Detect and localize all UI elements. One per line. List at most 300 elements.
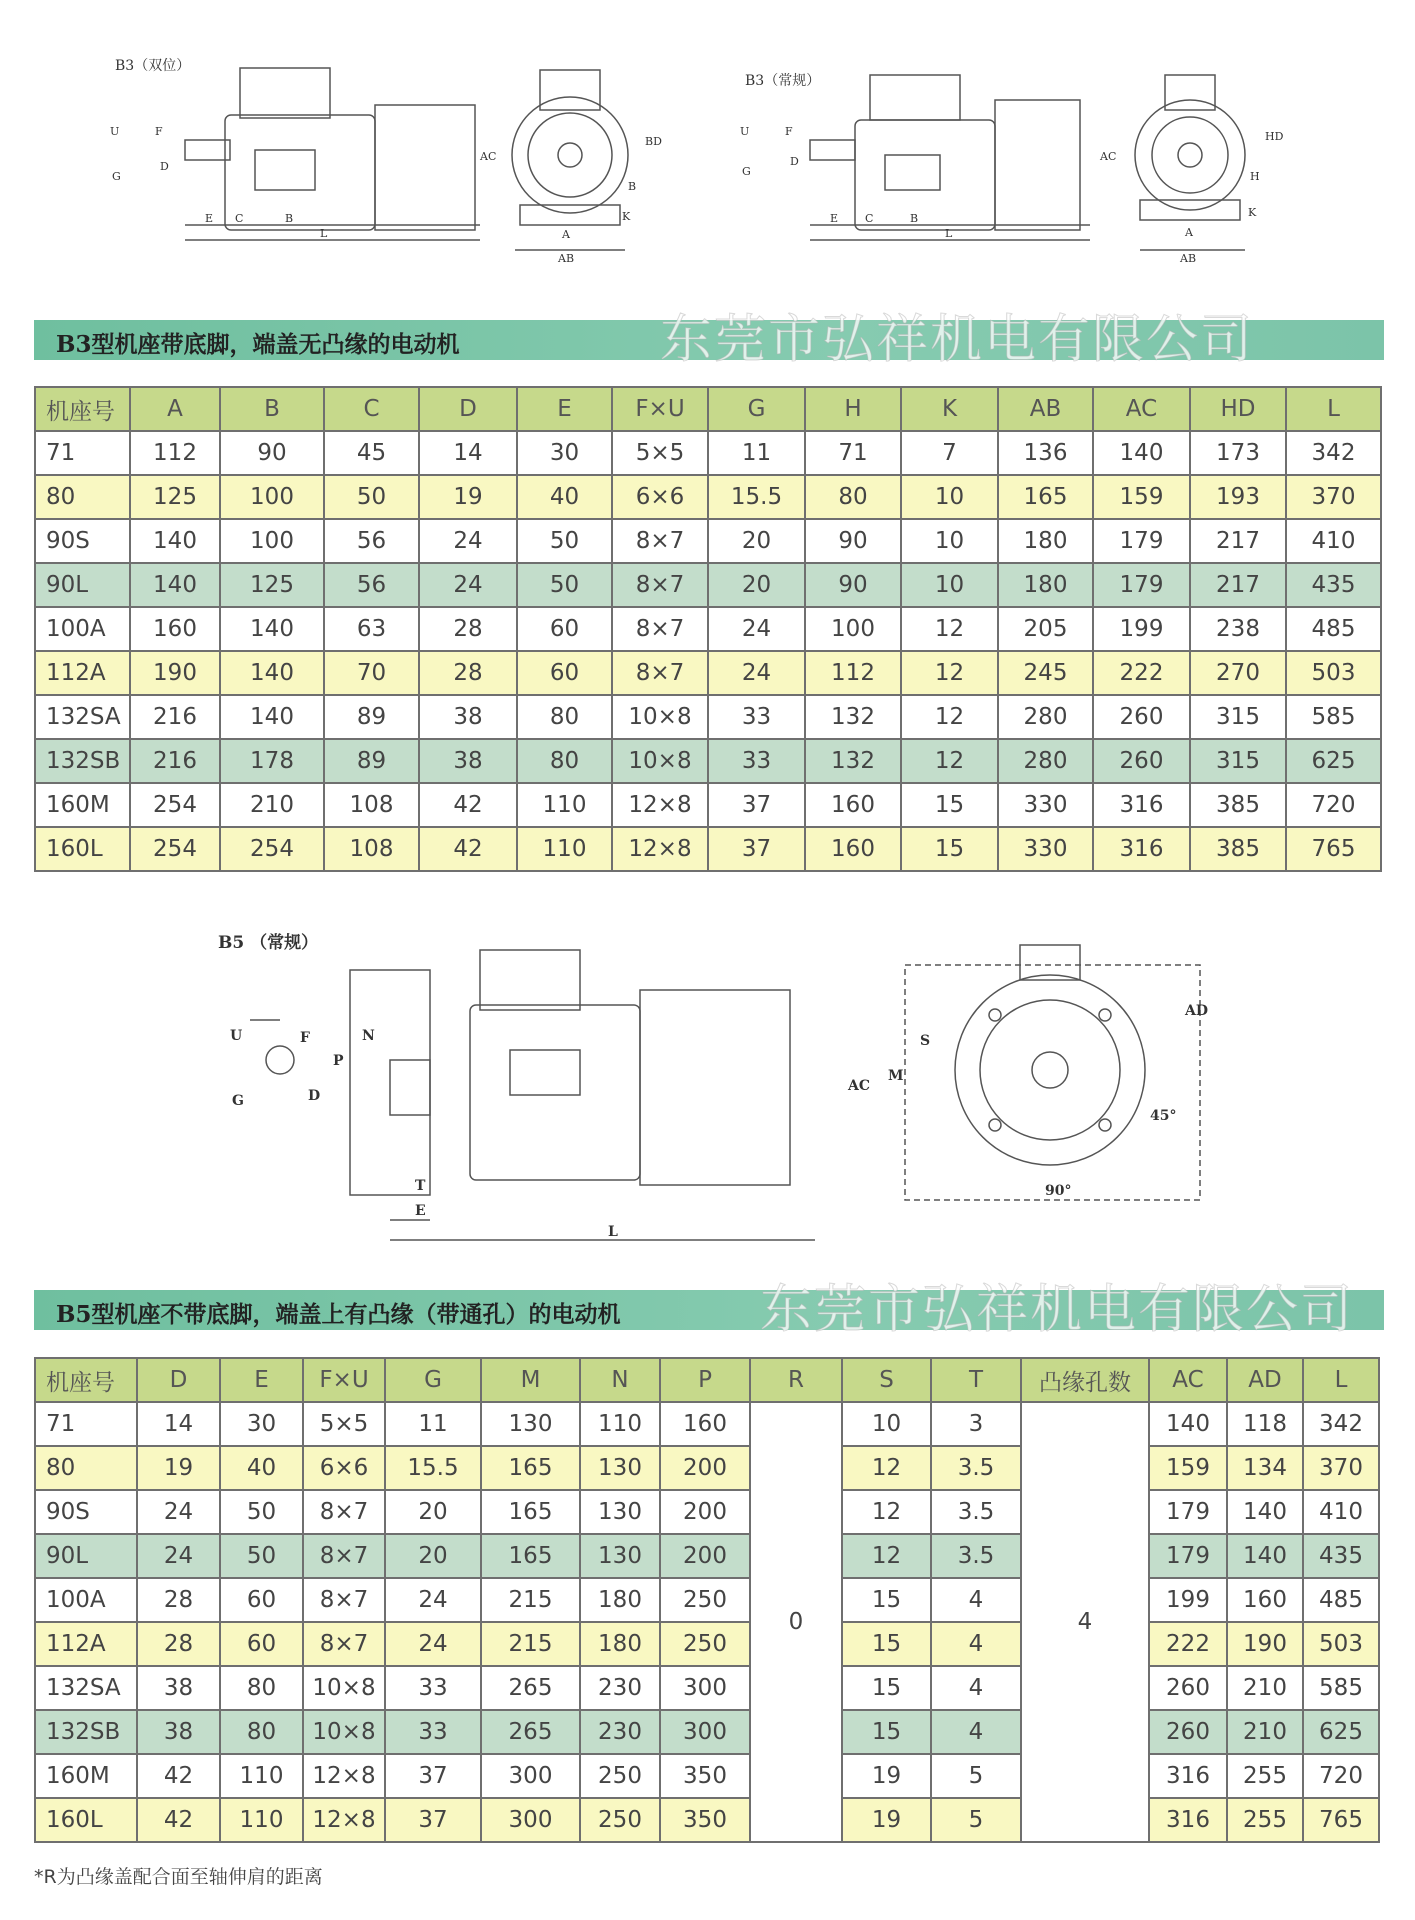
- table-cell: 625: [1286, 739, 1381, 783]
- dim-label: H: [1250, 170, 1260, 183]
- table-cell: 230: [580, 1666, 660, 1710]
- table-cell: 100: [220, 475, 324, 519]
- column-header: F×U: [612, 387, 708, 431]
- table-cell: 3.5: [931, 1490, 1021, 1534]
- table-cell: 140: [1149, 1402, 1227, 1446]
- table-cell: 180: [998, 519, 1093, 563]
- table-cell: 37: [708, 827, 805, 871]
- dim-label: D: [160, 160, 169, 173]
- column-header: E: [517, 387, 612, 431]
- table-cell: 100: [805, 607, 901, 651]
- column-header: AD: [1227, 1358, 1303, 1402]
- table-cell: 33: [385, 1666, 481, 1710]
- table-cell: 28: [137, 1622, 220, 1666]
- table-cell: 173: [1190, 431, 1286, 475]
- table-cell: 10×8: [612, 695, 708, 739]
- column-header: B: [220, 387, 324, 431]
- dim-label: G: [742, 165, 751, 178]
- table-cell: 15: [901, 827, 998, 871]
- table-cell: 159: [1149, 1446, 1227, 1490]
- table-cell: 10: [842, 1402, 931, 1446]
- table-cell: 140: [220, 607, 324, 651]
- table-cell: 112A: [35, 651, 130, 695]
- b3-dimension-table: [34, 386, 1382, 872]
- dim-label: A: [1185, 226, 1193, 239]
- table-cell: 108: [324, 827, 419, 871]
- table-cell: 50: [517, 563, 612, 607]
- table-row: [35, 695, 1381, 739]
- table-cell: 140: [1093, 431, 1190, 475]
- table-cell: 42: [137, 1798, 220, 1842]
- table-row: [35, 519, 1381, 563]
- table-cell: 125: [130, 475, 220, 519]
- table-cell: 193: [1190, 475, 1286, 519]
- table-cell: 12×8: [612, 827, 708, 871]
- table-cell: 89: [324, 739, 419, 783]
- column-header: C: [324, 387, 419, 431]
- table-row: [35, 1798, 1379, 1842]
- table-cell: 199: [1149, 1578, 1227, 1622]
- table-cell: 217: [1190, 519, 1286, 563]
- column-header: N: [580, 1358, 660, 1402]
- table-cell: 15: [901, 783, 998, 827]
- table-cell: 132: [805, 739, 901, 783]
- b5-title: B5 （常规）: [218, 933, 319, 953]
- table-cell: 190: [130, 651, 220, 695]
- r-value-merged: 0: [750, 1402, 842, 1842]
- table-cell: 60: [517, 651, 612, 695]
- table-cell: 10×8: [303, 1710, 385, 1754]
- table-cell: 60: [220, 1578, 303, 1622]
- table-cell: 316: [1093, 827, 1190, 871]
- table-cell: 140: [130, 563, 220, 607]
- dim-label: M: [888, 1068, 904, 1084]
- table-cell: 300: [481, 1798, 580, 1842]
- table-cell: 260: [1149, 1666, 1227, 1710]
- column-header: G: [708, 387, 805, 431]
- column-header: D: [419, 387, 517, 431]
- dim-label: AC: [480, 150, 497, 163]
- table-cell: 485: [1303, 1578, 1379, 1622]
- dim-label: L: [608, 1224, 618, 1240]
- table-cell: 254: [220, 827, 324, 871]
- column-header: L: [1286, 387, 1381, 431]
- table-cell: 63: [324, 607, 419, 651]
- dim-label: L: [320, 227, 328, 240]
- table-cell: 585: [1303, 1666, 1379, 1710]
- table-cell: 4: [931, 1622, 1021, 1666]
- b3-diagrams: [0, 40, 1415, 280]
- table-cell: 159: [1093, 475, 1190, 519]
- table-cell: 435: [1303, 1534, 1379, 1578]
- b3-normal-title: B3（常规）: [745, 73, 821, 89]
- table-cell: 130: [580, 1534, 660, 1578]
- table-cell: 89: [324, 695, 419, 739]
- table-cell: 38: [137, 1666, 220, 1710]
- column-header: L: [1303, 1358, 1379, 1402]
- table-cell: 20: [385, 1534, 481, 1578]
- table-cell: 485: [1286, 607, 1381, 651]
- table-cell: 179: [1149, 1534, 1227, 1578]
- table-cell: 370: [1286, 475, 1381, 519]
- column-header: F×U: [303, 1358, 385, 1402]
- table-cell: 585: [1286, 695, 1381, 739]
- table-cell: 80: [517, 739, 612, 783]
- dim-label: G: [112, 170, 121, 183]
- dim-label: B: [910, 212, 919, 225]
- table-cell: 90: [805, 563, 901, 607]
- column-header: AC: [1093, 387, 1190, 431]
- table-cell: 250: [580, 1754, 660, 1798]
- table-cell: 28: [419, 651, 517, 695]
- table-cell: 230: [580, 1710, 660, 1754]
- column-header: M: [481, 1358, 580, 1402]
- table-cell: 42: [419, 827, 517, 871]
- column-header: 凸缘孔数: [1021, 1358, 1149, 1402]
- table-cell: 3.5: [931, 1446, 1021, 1490]
- column-header: A: [130, 387, 220, 431]
- table-cell: 15: [842, 1622, 931, 1666]
- table-cell: 8×7: [612, 519, 708, 563]
- table-cell: 37: [708, 783, 805, 827]
- dim-label: F: [155, 125, 163, 138]
- table-cell: 165: [481, 1490, 580, 1534]
- section1-banner: [34, 320, 1384, 360]
- table-cell: 5×5: [612, 431, 708, 475]
- table-row: [35, 783, 1381, 827]
- table-row: [35, 1490, 1379, 1534]
- table-cell: 160: [805, 783, 901, 827]
- table-cell: 165: [481, 1446, 580, 1490]
- table-cell: 50: [220, 1490, 303, 1534]
- dim-label: K: [622, 210, 631, 223]
- table-cell: 250: [660, 1578, 750, 1622]
- table-cell: 215: [481, 1622, 580, 1666]
- table-cell: 300: [481, 1754, 580, 1798]
- table-cell: 140: [220, 695, 324, 739]
- table-cell: 200: [660, 1490, 750, 1534]
- table-cell: 38: [137, 1710, 220, 1754]
- table-cell: 300: [660, 1666, 750, 1710]
- table-row: [35, 1402, 1379, 1446]
- table-cell: 160: [130, 607, 220, 651]
- dim-label: E: [415, 1203, 426, 1219]
- table-cell: 720: [1286, 783, 1381, 827]
- dim-label: HD: [1265, 130, 1284, 143]
- table-row: [35, 1446, 1379, 1490]
- table-cell: 316: [1149, 1754, 1227, 1798]
- table-cell: 11: [708, 431, 805, 475]
- table-cell: 254: [130, 827, 220, 871]
- table-cell: 720: [1303, 1754, 1379, 1798]
- table-cell: 180: [580, 1622, 660, 1666]
- table-cell: 90L: [35, 563, 130, 607]
- table-cell: 316: [1149, 1798, 1227, 1842]
- table-row: [35, 1710, 1379, 1754]
- table-cell: 6×6: [303, 1446, 385, 1490]
- table-cell: 108: [324, 783, 419, 827]
- table-cell: 42: [137, 1754, 220, 1798]
- table-cell: 280: [998, 695, 1093, 739]
- table-cell: 255: [1227, 1798, 1303, 1842]
- table-cell: 190: [1227, 1622, 1303, 1666]
- table-cell: 70: [324, 651, 419, 695]
- table-cell: 12: [901, 651, 998, 695]
- table-cell: 130: [580, 1446, 660, 1490]
- table-cell: 410: [1286, 519, 1381, 563]
- table-cell: 24: [419, 519, 517, 563]
- table-cell: 130: [580, 1490, 660, 1534]
- table-cell: 255: [1227, 1754, 1303, 1798]
- table-cell: 45: [324, 431, 419, 475]
- table-cell: 210: [1227, 1710, 1303, 1754]
- table-cell: 765: [1303, 1798, 1379, 1842]
- table-cell: 112A: [35, 1622, 137, 1666]
- table-cell: 260: [1149, 1710, 1227, 1754]
- table-cell: 8×7: [303, 1622, 385, 1666]
- table-cell: 12: [901, 739, 998, 783]
- table-cell: 10×8: [303, 1666, 385, 1710]
- dim-label: C: [235, 212, 244, 225]
- column-header: G: [385, 1358, 481, 1402]
- dim-label: K: [1248, 206, 1257, 219]
- table-row: [35, 563, 1381, 607]
- table-cell: 110: [517, 783, 612, 827]
- table-cell: 160M: [35, 1754, 137, 1798]
- dim-label: AB: [1180, 252, 1197, 265]
- table-cell: 130: [481, 1402, 580, 1446]
- dim-label: U: [740, 125, 750, 138]
- table-cell: 28: [137, 1578, 220, 1622]
- table-cell: 342: [1303, 1402, 1379, 1446]
- table-cell: 90S: [35, 1490, 137, 1534]
- table-cell: 24: [708, 651, 805, 695]
- table-cell: 11: [385, 1402, 481, 1446]
- table-cell: 132SA: [35, 695, 130, 739]
- table-cell: 140: [1227, 1490, 1303, 1534]
- table-cell: 280: [998, 739, 1093, 783]
- b5-diagram: [0, 920, 1415, 1260]
- table-cell: 125: [220, 563, 324, 607]
- table-cell: 12×8: [303, 1798, 385, 1842]
- table-cell: 42: [419, 783, 517, 827]
- table-cell: 132SA: [35, 1666, 137, 1710]
- table-cell: 38: [419, 739, 517, 783]
- table-cell: 24: [708, 607, 805, 651]
- table-cell: 140: [130, 519, 220, 563]
- table-cell: 216: [130, 695, 220, 739]
- dim-label: F: [785, 125, 793, 138]
- table-cell: 12: [842, 1534, 931, 1578]
- table-cell: 19: [842, 1754, 931, 1798]
- table-cell: 222: [1149, 1622, 1227, 1666]
- table-row: [35, 607, 1381, 651]
- table-cell: 300: [660, 1710, 750, 1754]
- table-cell: 50: [220, 1534, 303, 1578]
- column-header: 机座号: [35, 1358, 137, 1402]
- table-cell: 12×8: [303, 1754, 385, 1798]
- table-cell: 199: [1093, 607, 1190, 651]
- table-cell: 330: [998, 827, 1093, 871]
- column-header: 机座号: [35, 387, 130, 431]
- dim-label: AD: [1185, 1003, 1209, 1019]
- table-cell: 12×8: [612, 783, 708, 827]
- table-cell: 132SB: [35, 1710, 137, 1754]
- table-cell: 10: [901, 475, 998, 519]
- table-cell: 5×5: [303, 1402, 385, 1446]
- table-cell: 270: [1190, 651, 1286, 695]
- table-cell: 90L: [35, 1534, 137, 1578]
- dim-label: L: [945, 227, 953, 240]
- dim-label: 90°: [1045, 1183, 1072, 1199]
- table-cell: 90S: [35, 519, 130, 563]
- table-cell: 10×8: [612, 739, 708, 783]
- column-header: P: [660, 1358, 750, 1402]
- table-cell: 180: [580, 1578, 660, 1622]
- table-cell: 71: [805, 431, 901, 475]
- dim-label: AB: [558, 252, 575, 265]
- table-cell: 3: [931, 1402, 1021, 1446]
- table-cell: 5: [931, 1754, 1021, 1798]
- table-row: [35, 1622, 1379, 1666]
- table-cell: 80: [805, 475, 901, 519]
- dim-label: N: [362, 1028, 375, 1044]
- table-cell: 503: [1303, 1622, 1379, 1666]
- table-cell: 20: [708, 563, 805, 607]
- table-cell: 4: [931, 1666, 1021, 1710]
- table-cell: 350: [660, 1798, 750, 1842]
- column-header: T: [931, 1358, 1021, 1402]
- table-cell: 179: [1149, 1490, 1227, 1534]
- table-cell: 90: [805, 519, 901, 563]
- dim-label: B: [285, 212, 294, 225]
- table-cell: 8×7: [612, 563, 708, 607]
- table-cell: 503: [1286, 651, 1381, 695]
- table-cell: 222: [1093, 651, 1190, 695]
- table-cell: 5: [931, 1798, 1021, 1842]
- table-cell: 100A: [35, 1578, 137, 1622]
- table-cell: 435: [1286, 563, 1381, 607]
- table-cell: 140: [220, 651, 324, 695]
- footnote: *R为凸缘盖配合面至轴伸肩的距离: [34, 1866, 323, 1888]
- table-cell: 40: [517, 475, 612, 519]
- dim-label: AC: [1100, 150, 1117, 163]
- table-cell: 179: [1093, 563, 1190, 607]
- table-cell: 90: [220, 431, 324, 475]
- table-cell: 200: [660, 1446, 750, 1490]
- column-header: K: [901, 387, 998, 431]
- column-header: E: [220, 1358, 303, 1402]
- table-cell: 80: [35, 1446, 137, 1490]
- table-cell: 200: [660, 1534, 750, 1578]
- table-cell: 765: [1286, 827, 1381, 871]
- table-cell: 178: [220, 739, 324, 783]
- section2-title: B5型机座不带底脚，端盖上有凸缘（带通孔）的电动机: [56, 1301, 621, 1328]
- dim-label: G: [232, 1093, 244, 1109]
- column-header: R: [750, 1358, 842, 1402]
- table-cell: 8×7: [612, 651, 708, 695]
- table-cell: 50: [324, 475, 419, 519]
- dim-label: BD: [645, 135, 662, 148]
- table-row: [35, 651, 1381, 695]
- table-cell: 8×7: [612, 607, 708, 651]
- dim-label: AC: [848, 1078, 871, 1094]
- table-cell: 250: [580, 1798, 660, 1842]
- table-cell: 385: [1190, 827, 1286, 871]
- table-cell: 80: [220, 1666, 303, 1710]
- table-cell: 265: [481, 1666, 580, 1710]
- table-cell: 8×7: [303, 1534, 385, 1578]
- table-cell: 180: [998, 563, 1093, 607]
- table-cell: 56: [324, 519, 419, 563]
- table-cell: 250: [660, 1622, 750, 1666]
- table-cell: 165: [481, 1534, 580, 1578]
- table-row: [35, 1666, 1379, 1710]
- section1-title: B3型机座带底脚，端盖无凸缘的电动机: [56, 331, 460, 358]
- section2-banner: [34, 1290, 1384, 1330]
- table-cell: 15.5: [385, 1446, 481, 1490]
- dim-label: T: [415, 1178, 426, 1194]
- table-cell: 10: [901, 519, 998, 563]
- dim-label: S: [920, 1033, 931, 1049]
- table-cell: 132: [805, 695, 901, 739]
- table-cell: 38: [419, 695, 517, 739]
- table-cell: 110: [580, 1402, 660, 1446]
- table-cell: 132SB: [35, 739, 130, 783]
- table-cell: 24: [137, 1490, 220, 1534]
- table-cell: 410: [1303, 1490, 1379, 1534]
- table-cell: 316: [1093, 783, 1190, 827]
- table-header-row: [35, 1358, 1379, 1402]
- table-cell: 20: [708, 519, 805, 563]
- table-cell: 8×7: [303, 1578, 385, 1622]
- table-cell: 12: [842, 1490, 931, 1534]
- table-cell: 350: [660, 1754, 750, 1798]
- table-cell: 205: [998, 607, 1093, 651]
- table-cell: 12: [901, 607, 998, 651]
- table-cell: 12: [842, 1446, 931, 1490]
- b3-double-title: B3（双位）: [115, 58, 191, 74]
- table-cell: 37: [385, 1754, 481, 1798]
- dim-label: 45°: [1150, 1108, 1177, 1124]
- b5-dimension-table: [34, 1357, 1380, 1843]
- table-cell: 238: [1190, 607, 1286, 651]
- table-cell: 140: [1227, 1534, 1303, 1578]
- table-cell: 254: [130, 783, 220, 827]
- table-row: [35, 1754, 1379, 1798]
- table-cell: 19: [419, 475, 517, 519]
- table-cell: 165: [998, 475, 1093, 519]
- dim-label: C: [865, 212, 874, 225]
- table-cell: 6×6: [612, 475, 708, 519]
- table-cell: 7: [901, 431, 998, 475]
- table-cell: 160L: [35, 1798, 137, 1842]
- table-cell: 342: [1286, 431, 1381, 475]
- table-cell: 30: [220, 1402, 303, 1446]
- table-cell: 50: [517, 519, 612, 563]
- dim-label: E: [205, 212, 214, 225]
- column-header: S: [842, 1358, 931, 1402]
- column-header: HD: [1190, 387, 1286, 431]
- table-row: [35, 475, 1381, 519]
- table-cell: 112: [805, 651, 901, 695]
- table-cell: 12: [901, 695, 998, 739]
- table-cell: 118: [1227, 1402, 1303, 1446]
- table-cell: 60: [220, 1622, 303, 1666]
- table-cell: 160L: [35, 827, 130, 871]
- table-cell: 33: [708, 695, 805, 739]
- table-cell: 160M: [35, 783, 130, 827]
